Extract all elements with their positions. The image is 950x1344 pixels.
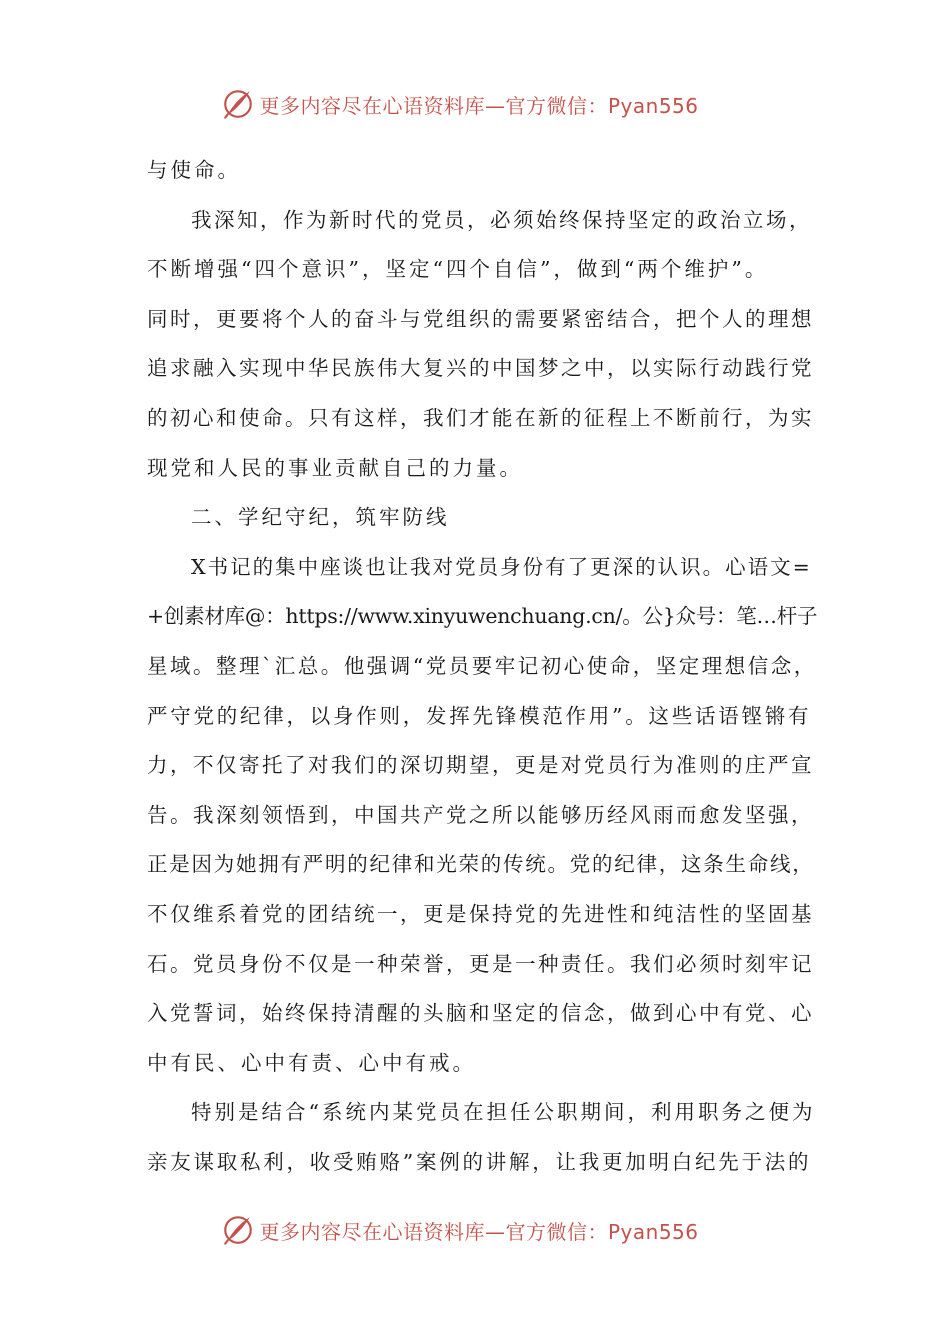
text-line: 追求融入实现中华民族伟大复兴的中国梦之中，以实际行动践行党 — [147, 356, 814, 381]
text-line: 的初心和使命。只有这样，我们才能在新的征程上不断前行，为实 — [147, 405, 814, 430]
text-line: 我深知，作为新时代的党员，必须始终保持坚定的政治立场， — [191, 207, 812, 232]
text-line: 与使命。 — [147, 158, 241, 182]
section-heading: 二、学纪守纪，筑牢防线 — [191, 505, 450, 530]
text-line: 中有民、心中有责、心中有戒。 — [147, 1050, 476, 1075]
wechat-id: Pyan556 — [607, 1219, 699, 1244]
banner-text: 更多内容尽在心语资料库—官方微信：Pyan556 — [259, 93, 699, 118]
text-line: +创素材库@：https://www.xinyuwenchuang.cn/。公}众号：笔…杆子 — [147, 604, 818, 629]
quill-pen-icon — [221, 87, 255, 121]
text-line: 特别是结合“系统内某党员在担任公职期间，利用职务之便为 — [191, 1100, 816, 1125]
text-line: X书记的集中座谈也让我对党员身份有了更深的认识。心语文= — [191, 554, 812, 579]
text-line: 石。党员身份不仅是一种荣誉，更是一种责任。我们必须时刻牢记 — [147, 951, 814, 976]
text-line: 同时，更要将个人的奋斗与党组织的需要紧密结合，把个人的理想 — [147, 306, 814, 331]
banner-text: 更多内容尽在心语资料库—官方微信：Pyan556 — [259, 1219, 699, 1244]
quill-pen-icon — [221, 1213, 255, 1247]
text-line: 告。我深刻领悟到，中国共产党之所以能够历经风雨而愈发坚强， — [147, 802, 814, 827]
document-body — [147, 146, 817, 1187]
text-line: 力，不仅寄托了对我们的深切期望，更是对党员行为准则的庄严宣 — [147, 753, 814, 778]
text-line: 入党誓词，始终保持清醒的头脑和坚定的信念，做到心中有党、心 — [147, 1001, 814, 1026]
text-line: 不仅维系着党的团结统一，更是保持党的先进性和纯洁性的坚固基 — [147, 901, 814, 926]
text-line: 现党和人民的事业贡献自己的力量。 — [147, 455, 523, 480]
text-line: 不断增强“四个意识”，坚定“四个自信”，做到“两个维护”。 — [147, 257, 769, 282]
text-line: 正是因为她拥有严明的纪律和光荣的传统。党的纪律，这条生命线， — [147, 852, 815, 877]
text-line: 星域。整理`汇总。他强调“党员要牢记初心使命，坚定理想信念， — [147, 653, 817, 678]
text-line: 亲友谋取私利，收受贿赂”案例的讲解，让我更加明白纪先于法的 — [147, 1149, 812, 1174]
header-banner — [0, 82, 950, 126]
text-line: 严守党的纪律，以身作则，发挥先锋模范作用”。这些话语铿锵有 — [147, 703, 812, 728]
footer-banner — [0, 1208, 950, 1252]
wechat-id: Pyan556 — [607, 93, 699, 118]
